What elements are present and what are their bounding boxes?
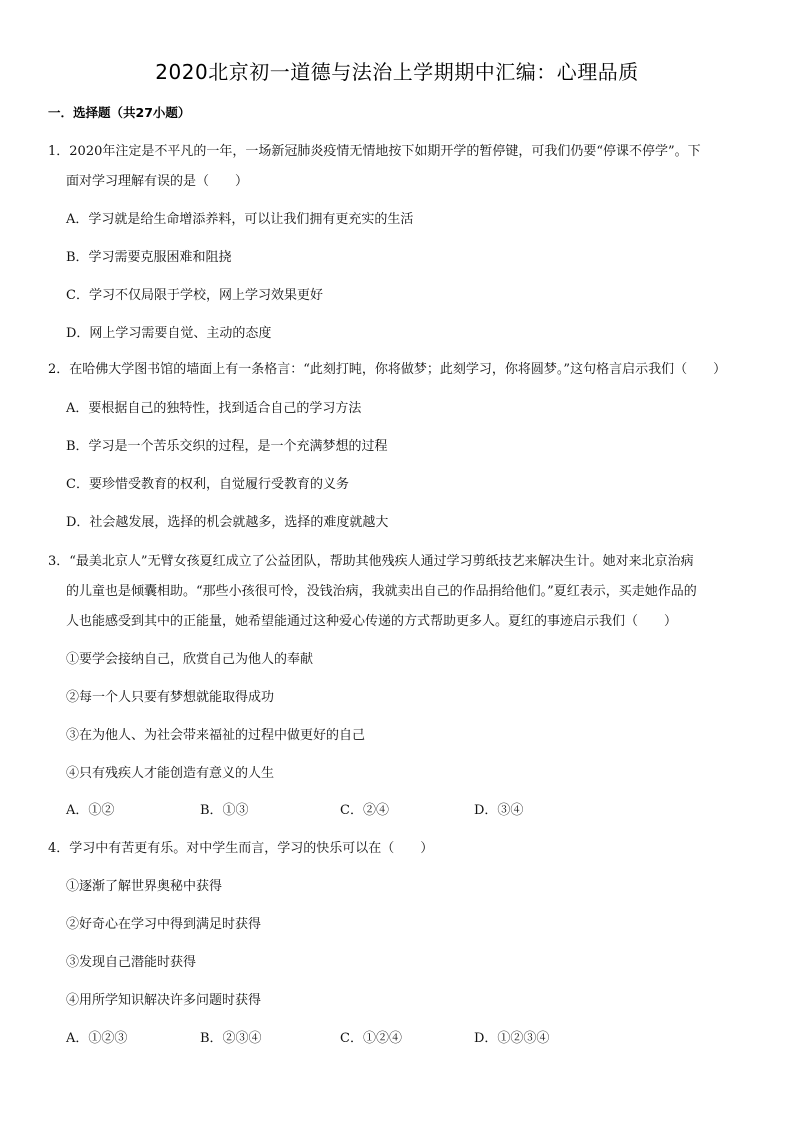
question-3-stem-line-3: 人也能感受到其中的正能量，她希望能通过这种爱心传递的方式帮助更多人。夏红的事迹启示我们（ ） bbox=[66, 614, 678, 629]
question-3-choice-c: C．②④ bbox=[340, 803, 389, 818]
question-2-option-a: A．要根据自己的独特性，找到适合自己的学习方法 bbox=[66, 401, 362, 416]
question-4-choice-a: A．①②③ bbox=[66, 1031, 128, 1046]
page-title: 2020北京初一道德与法治上学期期中汇编：心理品质 bbox=[155, 60, 639, 84]
question-3-stem-line-2: 的儿童也是倾囊相助。“那些小孩很可怜，没钱治病，我就卖出自己的作品捐给他们。”夏红表示，买走她作品的 bbox=[66, 584, 697, 599]
question-2-option-d: D．社会越发展，选择的机会就越多，选择的难度就越大 bbox=[66, 515, 389, 530]
question-1-stem-text: 2020年注定是不平凡的一年，一场新冠肺炎疫情无情地按下如期开学的暂停键，可我们仍要“停课不停学”。下 bbox=[69, 144, 701, 159]
question-3-stem-text: “最美北京人”无臂女孩夏红成立了公益团队，帮助其他残疾人通过学习剪纸技艺来解决生计。她对来北京治病 bbox=[69, 554, 694, 569]
question-1-option-b: B．学习需要克服困难和阻挠 bbox=[66, 250, 232, 265]
question-4-item-2: ②好奇心在学习中得到满足时获得 bbox=[66, 917, 262, 932]
question-1-stem-line-1 bbox=[48, 143, 748, 161]
question-3-item-2: ②每一个人只要有梦想就能取得成功 bbox=[66, 690, 275, 705]
question-3-stem-line-1 bbox=[48, 553, 748, 571]
question-3-choice-b: B．①③ bbox=[200, 803, 249, 818]
question-1-stem-line-2: 面对学习理解有误的是（ ） bbox=[66, 174, 249, 189]
question-4-item-4: ④用所学知识解决许多问题时获得 bbox=[66, 993, 262, 1008]
question-2-option-b: B．学习是一个苦乐交织的过程，是一个充满梦想的过程 bbox=[66, 439, 388, 454]
question-2-option-c: C．要珍惜受教育的权利，自觉履行受教育的义务 bbox=[66, 477, 349, 492]
question-4-number: 4． bbox=[48, 841, 70, 856]
question-3-item-1: ①要学会接纳自己，欣赏自己为他人的奉献 bbox=[66, 652, 314, 667]
question-3-item-3: ③在为他人、为社会带来福祉的过程中做更好的自己 bbox=[66, 728, 366, 743]
question-2-stem-text: 在哈佛大学图书馆的墙面上有一条格言：“此刻打盹，你将做梦；此刻学习，你将圆梦。”这句格言启示我们（ ） bbox=[69, 362, 727, 377]
question-3-item-4: ④只有残疾人才能创造有意义的人生 bbox=[66, 766, 275, 781]
question-1-number: 1． bbox=[48, 144, 70, 159]
question-4-stem-line-1 bbox=[48, 840, 748, 858]
question-3-choices bbox=[66, 802, 626, 820]
question-3-choice-d: D．③④ bbox=[474, 803, 524, 818]
question-4-item-3: ③发现自己潜能时获得 bbox=[66, 955, 197, 970]
question-4-choice-b: B．②③④ bbox=[200, 1031, 262, 1046]
question-1-option-d: D．网上学习需要自觉、主动的态度 bbox=[66, 326, 272, 341]
question-4-choice-d: D．①②③④ bbox=[474, 1031, 550, 1046]
question-2-stem-line-1 bbox=[48, 361, 748, 379]
question-4-stem-text: 学习中有苦更有乐。对中学生而言，学习的快乐可以在（ ） bbox=[69, 841, 434, 856]
section-heading: 一．选择题（共27小题） bbox=[48, 105, 191, 120]
question-3-number: 3． bbox=[48, 554, 70, 569]
question-4-choices bbox=[66, 1030, 626, 1048]
question-4-choice-c: C．①②④ bbox=[340, 1031, 402, 1046]
question-4-item-1: ①逐渐了解世界奥秘中获得 bbox=[66, 879, 223, 894]
question-3-choice-a: A．①② bbox=[66, 803, 115, 818]
question-2-number: 2． bbox=[48, 362, 70, 377]
question-1-option-c: C．学习不仅局限于学校，网上学习效果更好 bbox=[66, 288, 323, 303]
question-1-option-a: A．学习就是给生命增添养料，可以让我们拥有更充实的生活 bbox=[66, 212, 414, 227]
